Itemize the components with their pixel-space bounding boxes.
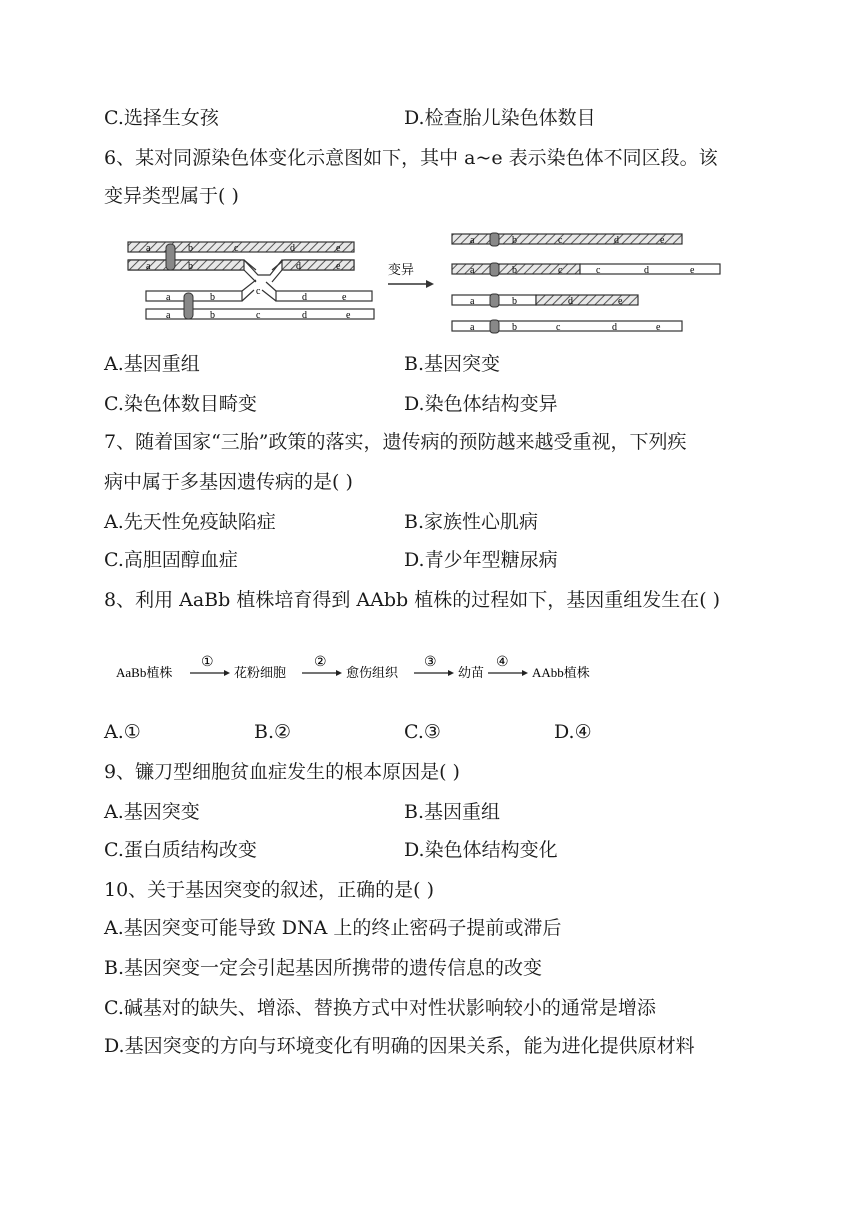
svg-text:e: e: [660, 235, 665, 246]
flow-step-3: ③: [424, 655, 437, 670]
q10-option-c: C.碱基对的缺失、增添、替换方式中对性状影响较小的通常是增添: [104, 997, 656, 1019]
svg-text:e: e: [656, 322, 661, 333]
q8-option-a: A.①: [104, 721, 141, 743]
svg-text:b: b: [512, 265, 517, 276]
svg-text:a: a: [470, 322, 475, 333]
q6-option-d: D.染色体结构变异: [404, 393, 558, 415]
svg-text:e: e: [690, 265, 695, 276]
svg-text:d: d: [644, 265, 649, 276]
before-pair: [128, 242, 374, 321]
q5-option-c: C.选择生女孩: [104, 107, 219, 129]
flow-step-1: ①: [201, 655, 214, 670]
q8-stem: 8、利用 AaBb 植株培育得到 AAbb 植株的过程如下，基因重组发生在( ): [104, 589, 721, 611]
arrow-label: 变异: [388, 262, 415, 277]
svg-text:a: a: [166, 310, 171, 321]
q7-stem-line1: 7、随着国家“三胎”政策的落实，遗传病的预防越来越受重视，下列疾: [104, 431, 687, 453]
q10-option-d: D.基因突变的方向与环境变化有明确的因果关系，能为进化提供原材料: [104, 1035, 695, 1057]
svg-text:d: d: [302, 292, 307, 303]
svg-text:d: d: [568, 296, 573, 307]
seg-e-1: e: [336, 243, 341, 254]
after-chromatid-2-white: [580, 264, 720, 274]
q9-option-b: B.基因重组: [404, 801, 501, 823]
centromere-bottom: [184, 293, 193, 319]
flow-node-4: 幼苗: [458, 665, 485, 680]
before-chromatid-1: [128, 242, 354, 252]
svg-text:b: b: [210, 292, 215, 303]
q10-stem: 10、关于基因突变的叙述，正确的是( ): [104, 879, 435, 901]
q9-option-c: C.蛋白质结构改变: [104, 839, 257, 861]
svg-text:b: b: [512, 296, 517, 307]
q8-option-b: B.②: [254, 721, 292, 743]
svg-text:e: e: [346, 310, 351, 321]
svg-text:c: c: [558, 265, 563, 276]
seg-a-1: a: [146, 243, 151, 254]
svg-text:c: c: [256, 286, 261, 297]
q8-option-c: C.③: [404, 721, 441, 743]
svg-text:b: b: [512, 322, 517, 333]
flow-node-3: 愈伤组织: [346, 665, 399, 680]
after-chromatid-3-hatched: [536, 295, 638, 305]
q7-option-a: A.先天性免疫缺陷症: [104, 511, 276, 533]
flow-node-1: AaBb植株: [116, 665, 173, 680]
svg-text:a: a: [146, 261, 151, 272]
svg-text:b: b: [210, 310, 215, 321]
after-chromatids: [452, 233, 720, 333]
flow-step-4: ④: [496, 655, 509, 670]
svg-text:d: d: [302, 310, 307, 321]
svg-text:b: b: [512, 235, 517, 246]
after-chromatid-1: [452, 234, 682, 244]
seg-c-1: c: [234, 243, 239, 254]
q7-option-d: D.青少年型糖尿病: [404, 549, 558, 571]
q6-option-c: C.染色体数目畸变: [104, 393, 257, 415]
before-chromatid-3-right: [276, 291, 372, 301]
flow-node-2: 花粉细胞: [234, 665, 287, 680]
q6-stem-line2: 变异类型属于( ): [104, 185, 239, 207]
q9-stem: 9、镰刀型细胞贫血症发生的根本原因是( ): [104, 761, 460, 783]
q7-option-b: B.家族性心肌病: [404, 511, 539, 533]
after-chromatid-4: [452, 321, 682, 331]
svg-text:e: e: [336, 261, 341, 272]
q6-option-b: B.基因突变: [404, 353, 501, 375]
svg-text:e: e: [618, 296, 623, 307]
q10-option-a: A.基因突变可能导致 DNA 上的终止密码子提前或滞后: [104, 917, 562, 939]
q8-option-d: D.④: [554, 721, 592, 743]
svg-text:d: d: [296, 261, 301, 272]
q9-option-d: D.染色体结构变化: [404, 839, 558, 861]
flow-step-2: ②: [314, 655, 327, 670]
svg-text:a: a: [470, 296, 475, 307]
svg-text:c: c: [256, 310, 261, 321]
svg-text:e: e: [342, 292, 347, 303]
svg-text:a: a: [166, 292, 171, 303]
svg-text:d: d: [612, 322, 617, 333]
svg-text:c: c: [558, 235, 563, 246]
q7-option-c: C.高胆固醇血症: [104, 549, 238, 571]
seg-d-1: d: [290, 243, 295, 254]
q9-option-a: A.基因突变: [104, 801, 200, 823]
seg-b-1: b: [188, 243, 193, 254]
breeding-flow-diagram: [116, 652, 606, 692]
centromere-top: [166, 244, 175, 270]
svg-text:a: a: [470, 265, 475, 276]
svg-text:b: b: [188, 261, 193, 272]
q10-option-b: B.基因突变一定会引起基因所携带的遗传信息的改变: [104, 957, 543, 979]
svg-text:c: c: [556, 322, 561, 333]
q6-stem-line1: 6、某对同源染色体变化示意图如下，其中 a~e 表示染色体不同区段。该: [104, 147, 718, 169]
before-chromatid-3-left: [146, 291, 242, 301]
q5-option-d: D.检查胎儿染色体数目: [404, 107, 596, 129]
svg-text:c: c: [596, 265, 601, 276]
q7-stem-line2: 病中属于多基因遗传病的是( ): [104, 471, 353, 493]
change-arrow: [388, 262, 434, 288]
flow-node-5: AAbb植株: [532, 665, 590, 680]
before-chromatid-2-right: [282, 260, 354, 270]
svg-text:a: a: [470, 235, 475, 246]
svg-text:d: d: [614, 235, 619, 246]
chromosome-diagram: [126, 230, 726, 340]
q6-option-a: A.基因重组: [104, 353, 200, 375]
